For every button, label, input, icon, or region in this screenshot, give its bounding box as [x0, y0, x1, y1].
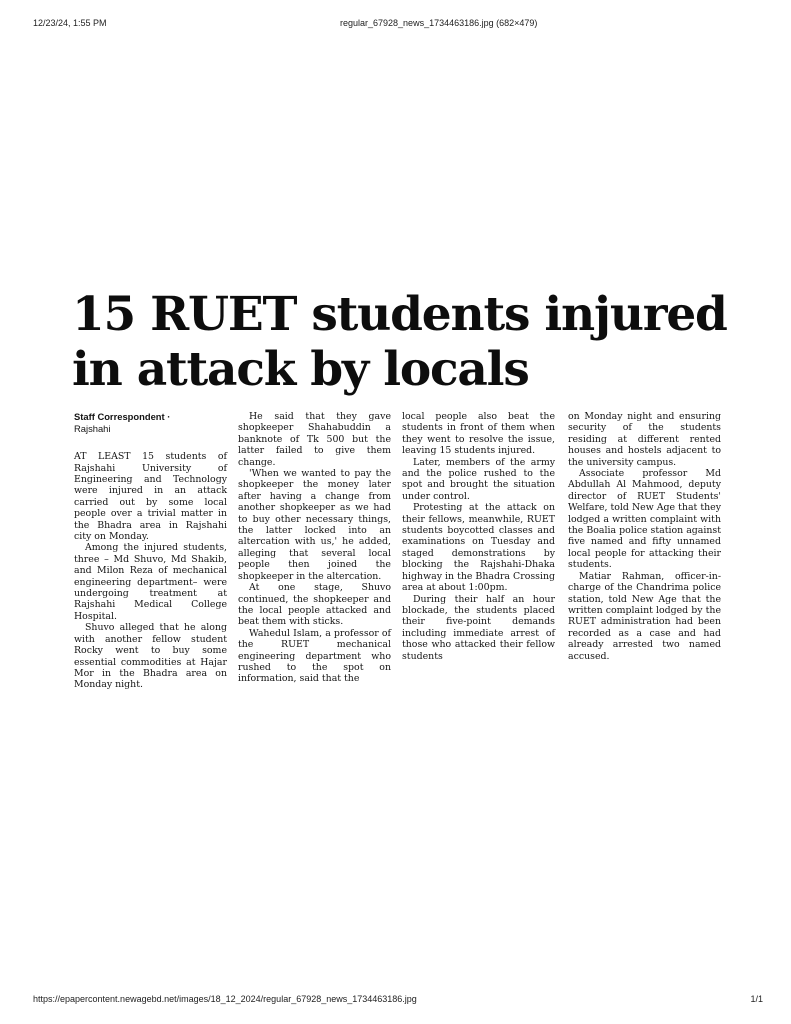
print-header: [0, 18, 791, 32]
paragraph: Shuvo alleged that he along with another fellow student Rocky went to buy some essential commodities at Hajar Mor in the Bhadra area on Monday night.: [74, 622, 227, 691]
paragraph: Wahedul Islam, a professor of the RUET mechanical engineering department who rushed to the spot on information, said that the: [238, 627, 391, 685]
byline-name: Staff Correspondent ·: [74, 411, 171, 422]
print-datetime: 12/23/24, 1:55 PM: [33, 18, 107, 28]
paragraph: Associate professor Md Abdullah Al Mahmood, deputy director of RUET Students' Welfare, told New Age that they lodged a written complaint with the Boalia police station against five named and fifty unnamed local people for attacking their students.: [568, 468, 721, 571]
article-column-2: [238, 411, 391, 685]
print-file-title: regular_67928_news_1734463186.jpg (682×479): [340, 18, 538, 28]
paragraph: He said that they gave shopkeeper Shahabuddin a banknote of Tk 500 but the latter failed to give them change.: [238, 411, 391, 468]
print-footer: [0, 994, 791, 1008]
article-body: [74, 411, 726, 741]
paragraph: At one stage, Shuvo continued, the shopkeeper and the local people attacked and beat them with sticks.: [238, 582, 391, 628]
paragraph: During their half an hour blockade, the students placed their five-point demands including immediate arrest of those who attacked their fellow students: [402, 593, 555, 662]
paragraph: AT LEAST 15 students of Rajshahi University of Engineering and Technology were injured in an attack carried out by some local people over a trivial matter in the Bhadra area in Rajshahi city on Monday.: [74, 451, 227, 543]
paragraph: 'When we wanted to pay the shopkeeper the money later after having a change from another shopkeeper as we had to buy other necessary things, the latter locked into an altercation with us,' he added, alleging that several local people then joined the shopkeeper in the altercation.: [238, 468, 391, 582]
paragraph: Later, members of the army and the police rushed to the spot and brought the situation under control.: [402, 456, 555, 502]
paragraph: Matiar Rahman, officer-in-charge of the Chandrima police station, told New Age that the written complaint lodged by the RUET administration had been recorded as a case and had already arrested two named accused.: [568, 570, 721, 662]
article-headline: [72, 287, 732, 397]
paragraph: on Monday night and ensuring security of the students residing at different rented houses and hostels adjacent to the university campus.: [568, 411, 721, 468]
print-page-number: 1/1: [750, 994, 763, 1004]
article-column-1: [74, 411, 227, 691]
article-column-3: [402, 411, 555, 662]
byline: [74, 411, 227, 434]
paragraph: Among the injured students, three – Md Shuvo, Md Shakib, and Milon Reza of mechanical engineering department– were undergoing treatment at Rajshahi Medical College Hospital.: [74, 542, 227, 622]
print-url: https://epapercontent.newagebd.net/images/18_12_2024/regular_67928_news_1734463186.jpg: [33, 994, 417, 1004]
article-column-4: [568, 411, 721, 662]
headline-line-2: in attack by locals: [72, 342, 529, 397]
paragraph: Protesting at the attack on their fellows, meanwhile, RUET students boycotted classes and examinations on Tuesday and staged demonstrations by blocking the Rajshahi-Dhaka highway in the Bhadra Crossing area at about 1:00pm.: [402, 502, 555, 594]
byline-place: Rajshahi: [74, 422, 111, 434]
headline-line-1: 15 RUET students injured: [72, 287, 727, 342]
paragraph: local people also beat the students in front of them when they went to resolve the issue, leaving 15 students injured.: [402, 411, 555, 457]
